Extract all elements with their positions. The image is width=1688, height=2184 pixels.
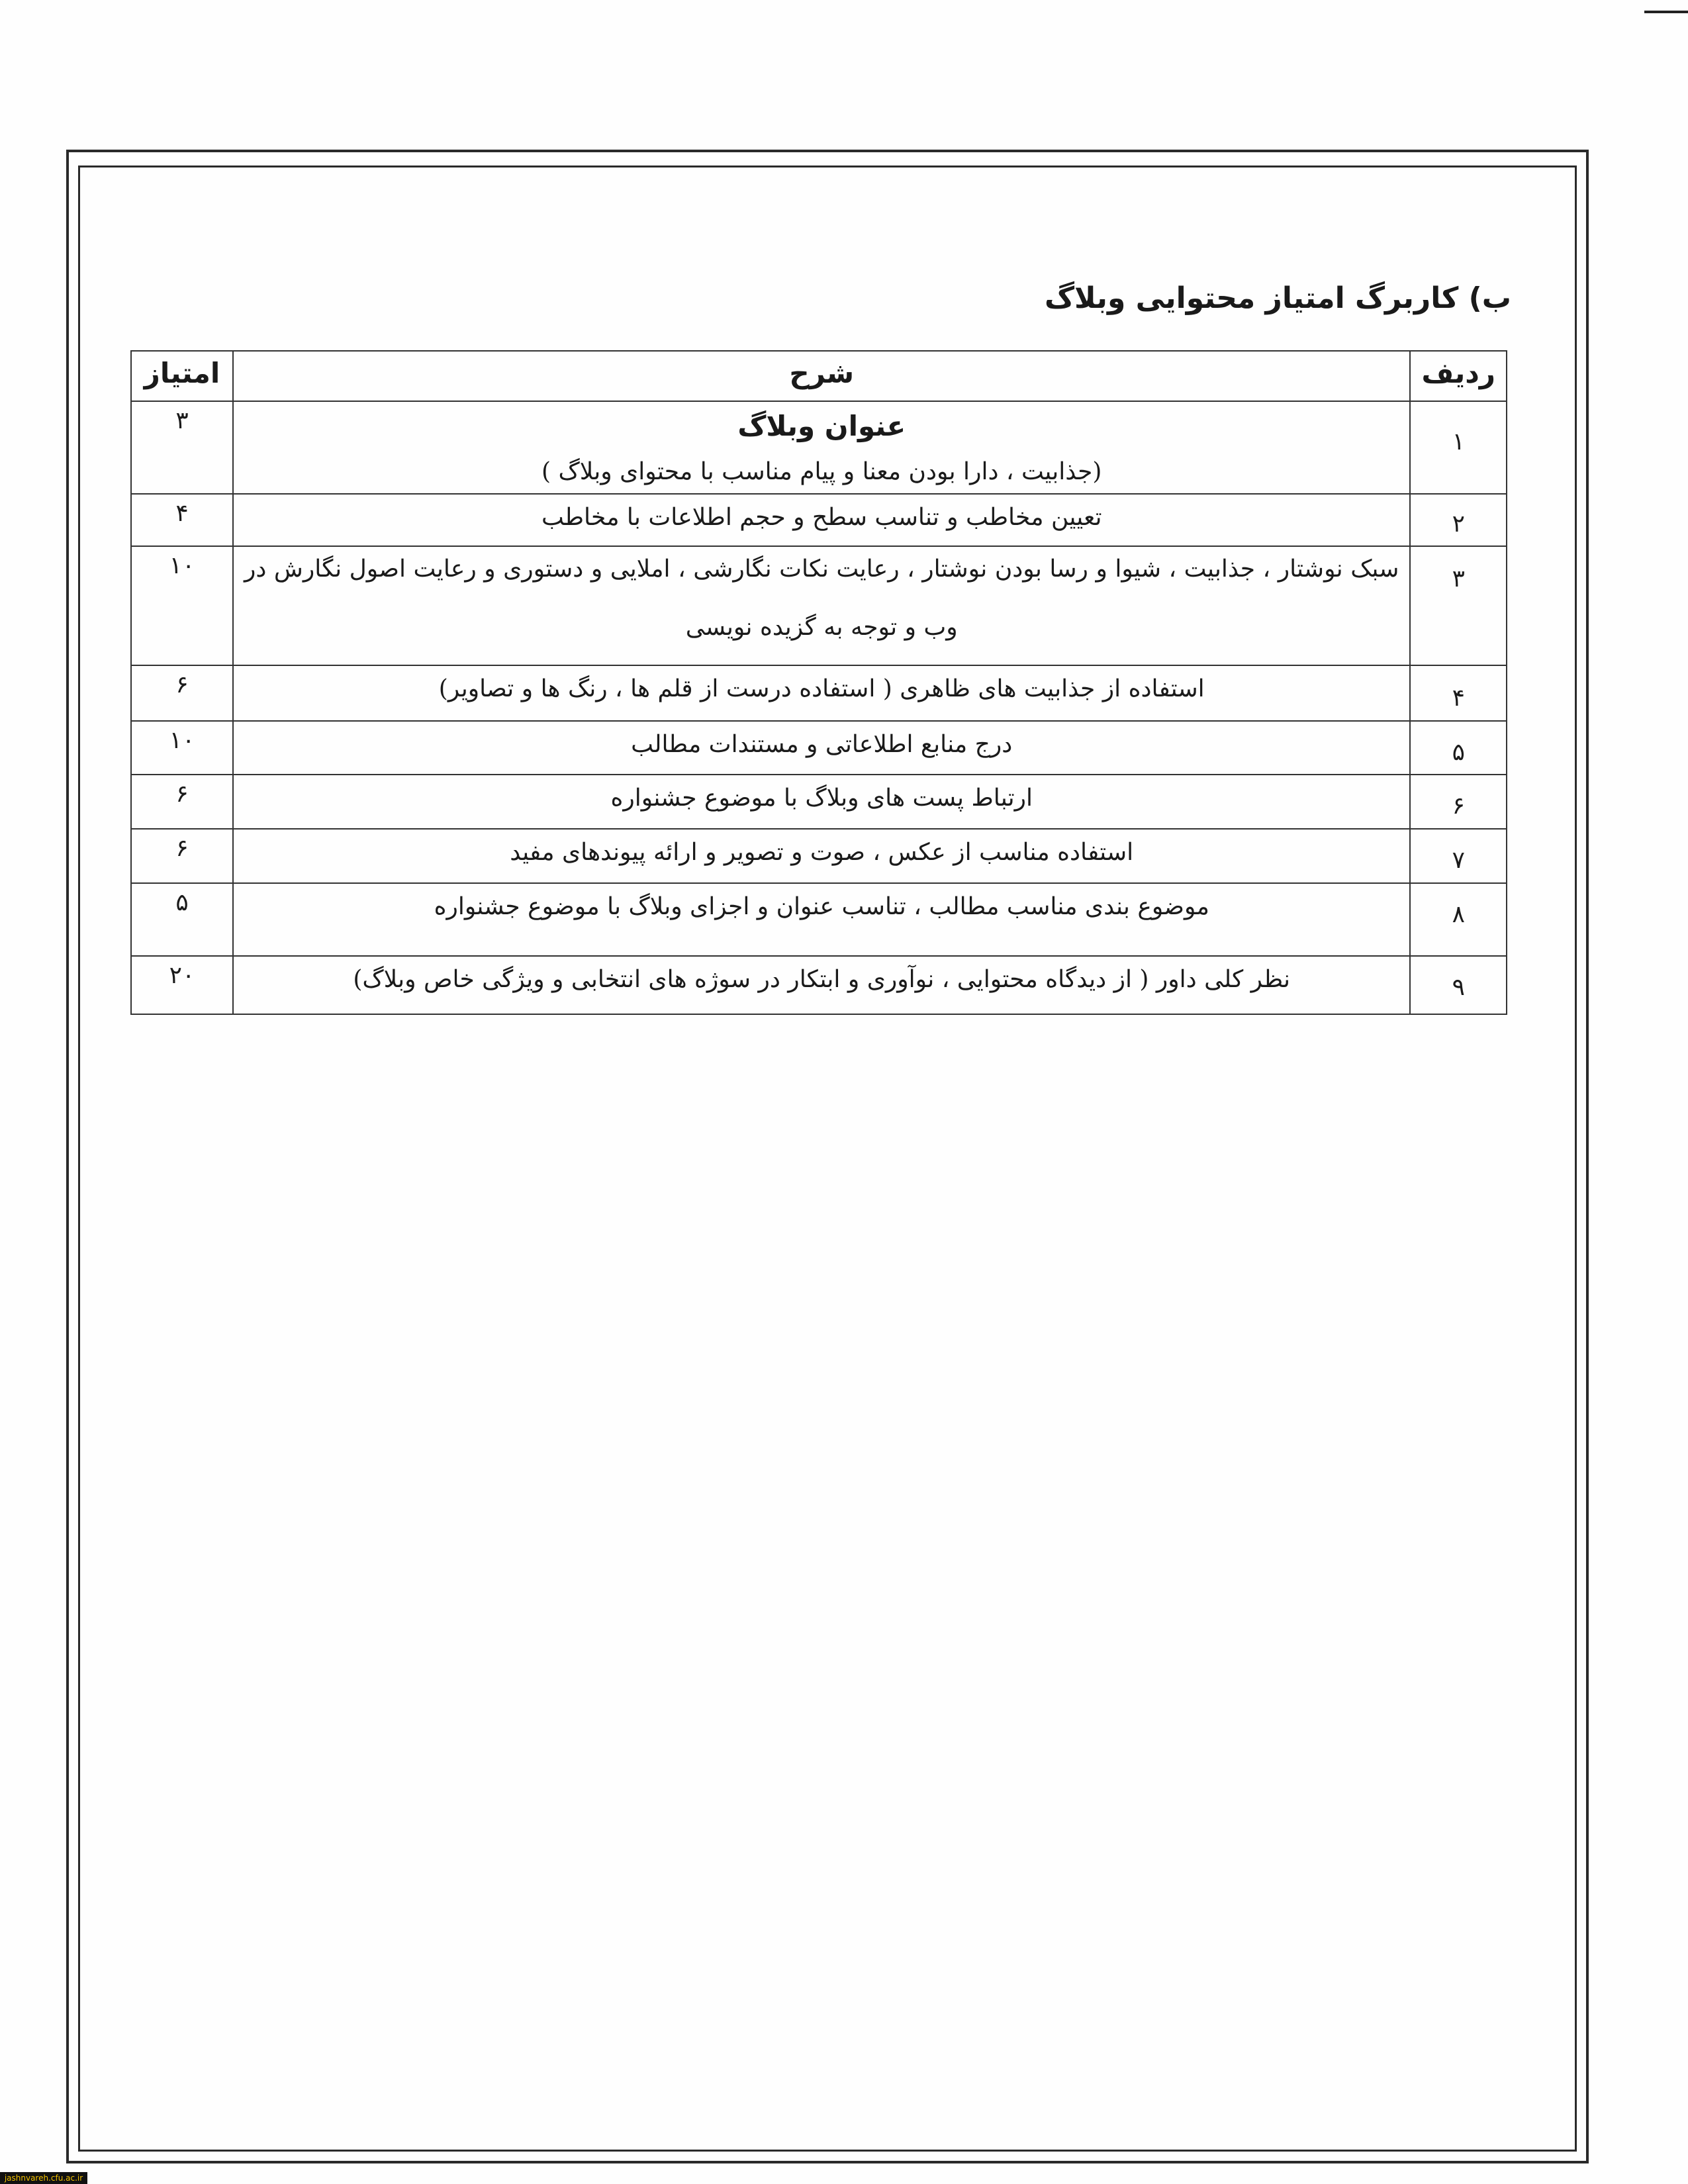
document-heading: ب) کاربرگ امتیاز محتوایی وبلاگ bbox=[1044, 281, 1511, 315]
header-score: امتیاز bbox=[131, 351, 233, 401]
corner-mark bbox=[1644, 11, 1688, 13]
table-row bbox=[131, 546, 1507, 665]
row-score: ۶ bbox=[131, 829, 233, 883]
header-description: شرح bbox=[233, 351, 1410, 401]
row-subtitle: (جذابیت ، دارا بودن معنا و پیام مناسب با محتوای وبلاگ ) bbox=[541, 458, 1102, 485]
table-row bbox=[131, 883, 1507, 956]
page-border-outer bbox=[66, 150, 1589, 2163]
row-number: ۹ bbox=[1410, 956, 1507, 1014]
footer-watermark: jashnvareh.cfu.ac.ir bbox=[0, 2172, 87, 2184]
row-score: ۱۰ bbox=[131, 721, 233, 775]
page-border-inner bbox=[78, 166, 1577, 2152]
row-score: ۵ bbox=[131, 883, 233, 956]
row-description bbox=[233, 401, 1410, 494]
row-description: استفاده مناسب از عکس ، صوت و تصویر و ارائه پیوندهای مفید bbox=[233, 829, 1410, 883]
table-row bbox=[131, 494, 1507, 546]
row-description: درج منابع اطلاعاتی و مستندات مطالب bbox=[233, 721, 1410, 775]
row-score: ۳ bbox=[131, 401, 233, 494]
row-description: تعیین مخاطب و تناسب سطح و حجم اطلاعات با مخاطب bbox=[233, 494, 1410, 546]
row-description: ارتباط پست های وبلاگ با موضوع جشنواره bbox=[233, 775, 1410, 829]
table-row bbox=[131, 401, 1507, 494]
row-number: ۱ bbox=[1410, 401, 1507, 494]
header-row-number: ردیف bbox=[1410, 351, 1507, 401]
row-number: ۳ bbox=[1410, 546, 1507, 665]
table-row bbox=[131, 721, 1507, 775]
table-header-row bbox=[131, 351, 1507, 401]
row-score: ۶ bbox=[131, 775, 233, 829]
row-description-text: سبک نوشتار ، جذابیت ، شیوا و رسا بودن نوشتار ، رعایت نکات نگارشی ، املایی و دستوری و رعایت اصول نگارش در وب و توجه به گزیده نویسی bbox=[244, 555, 1399, 641]
row-title: عنوان وبلاگ bbox=[737, 410, 906, 442]
row-number: ۴ bbox=[1410, 665, 1507, 721]
row-score: ۲۰ bbox=[131, 956, 233, 1014]
row-number: ۸ bbox=[1410, 883, 1507, 956]
row-description: استفاده از جذابیت های ظاهری ( استفاده درست از قلم ها ، رنگ ها و تصاویر) bbox=[233, 665, 1410, 721]
row-score: ۴ bbox=[131, 494, 233, 546]
row-number: ۷ bbox=[1410, 829, 1507, 883]
row-score: ۱۰ bbox=[131, 546, 233, 665]
table-row bbox=[131, 956, 1507, 1014]
row-description: موضوع بندی مناسب مطالب ، تناسب عنوان و اجزای وبلاگ با موضوع جشنواره bbox=[233, 883, 1410, 956]
row-description bbox=[233, 546, 1410, 665]
row-number: ۶ bbox=[1410, 775, 1507, 829]
table-row bbox=[131, 829, 1507, 883]
row-score: ۶ bbox=[131, 665, 233, 721]
row-number: ۲ bbox=[1410, 494, 1507, 546]
table-row bbox=[131, 775, 1507, 829]
table-row bbox=[131, 665, 1507, 721]
score-table bbox=[130, 350, 1507, 1015]
row-number: ۵ bbox=[1410, 721, 1507, 775]
row-description: نظر کلی داور ( از دیدگاه محتوایی ، نوآوری و ابتکار در سوژه های انتخابی و ویژگی خاص وبلاگ) bbox=[233, 956, 1410, 1014]
